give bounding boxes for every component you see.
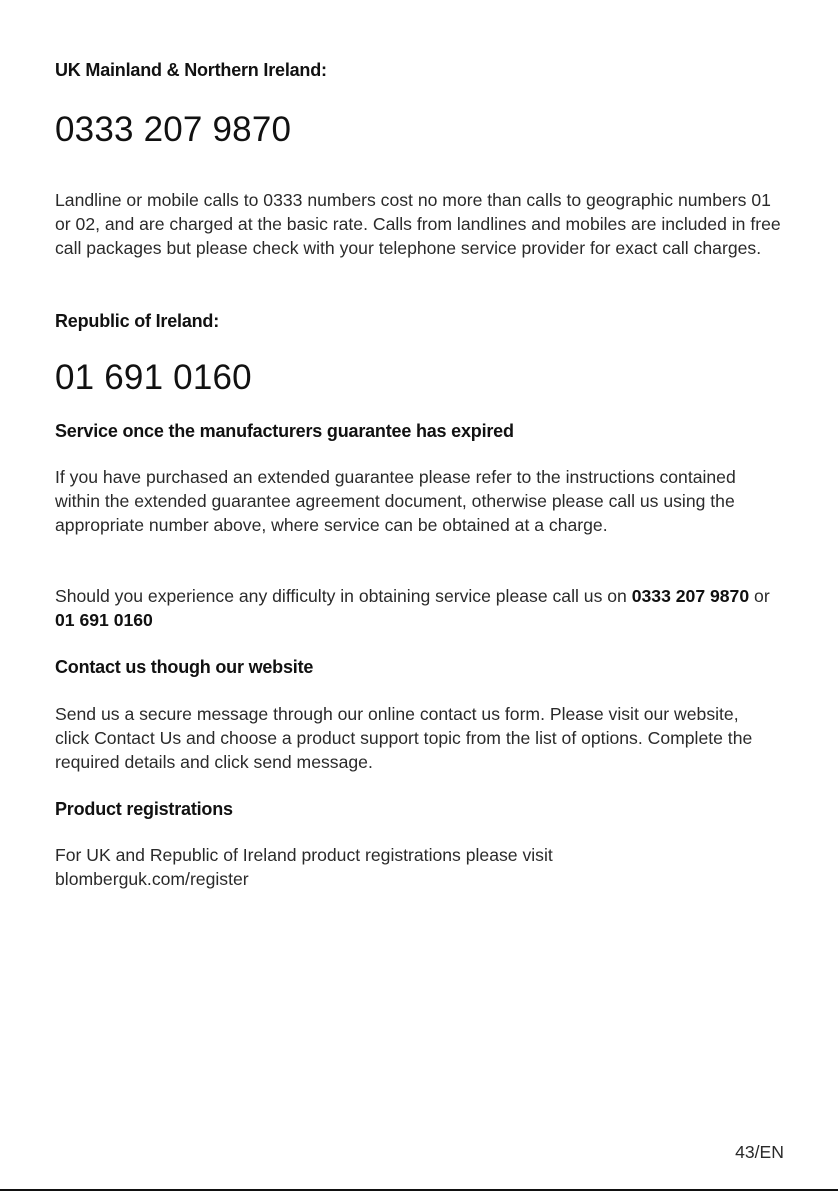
roi-heading: Republic of Ireland:	[55, 311, 220, 331]
roi-phone-number: 01 691 0160	[55, 358, 252, 397]
registration-link: blomberguk.com/register	[55, 868, 249, 889]
registration-paragraph	[55, 844, 775, 892]
page-number: 43/EN	[735, 1142, 784, 1162]
registration-text: For UK and Republic of Ireland product registrations please visit	[55, 845, 553, 865]
difficulty-uk-phone: 0333 207 9870	[631, 586, 750, 606]
uk-call-charges-note: Landline or mobile calls to 0333 numbers cost no more than calls to geographic numbers 01 or 02, and are charged at the basic rate. Calls from landlines and mobiles are included in free call packages but please check with your telephone service provider for exact call charges.	[55, 190, 781, 258]
website-heading: Contact us though our website	[55, 657, 314, 677]
registration-heading: Product registrations	[55, 799, 233, 819]
uk-phone-number: 0333 207 9870	[55, 110, 292, 149]
difficulty-roi-phone: 01 691 0160	[55, 609, 153, 630]
difficulty-text: Should you experience any difficulty in obtaining service please call us on	[55, 586, 632, 606]
expired-guarantee-heading: Service once the manufacturers guarantee has expired	[55, 421, 514, 441]
extended-guarantee-paragraph: If you have purchased an extended guarantee please refer to the instructions contained within the extended guarantee agreement document, otherwise please call us using the appropriate number above, where service can be obtained at a charge.	[55, 467, 736, 535]
difficulty-or: or	[749, 586, 770, 606]
uk-heading: UK Mainland & Northern Ireland:	[55, 60, 327, 80]
website-paragraph: Send us a secure message through our online contact us form. Please visit our website, click Contact Us and choose a product support topic from the list of options. Complete the required details and click send message.	[55, 704, 753, 772]
difficulty-paragraph	[55, 585, 785, 633]
